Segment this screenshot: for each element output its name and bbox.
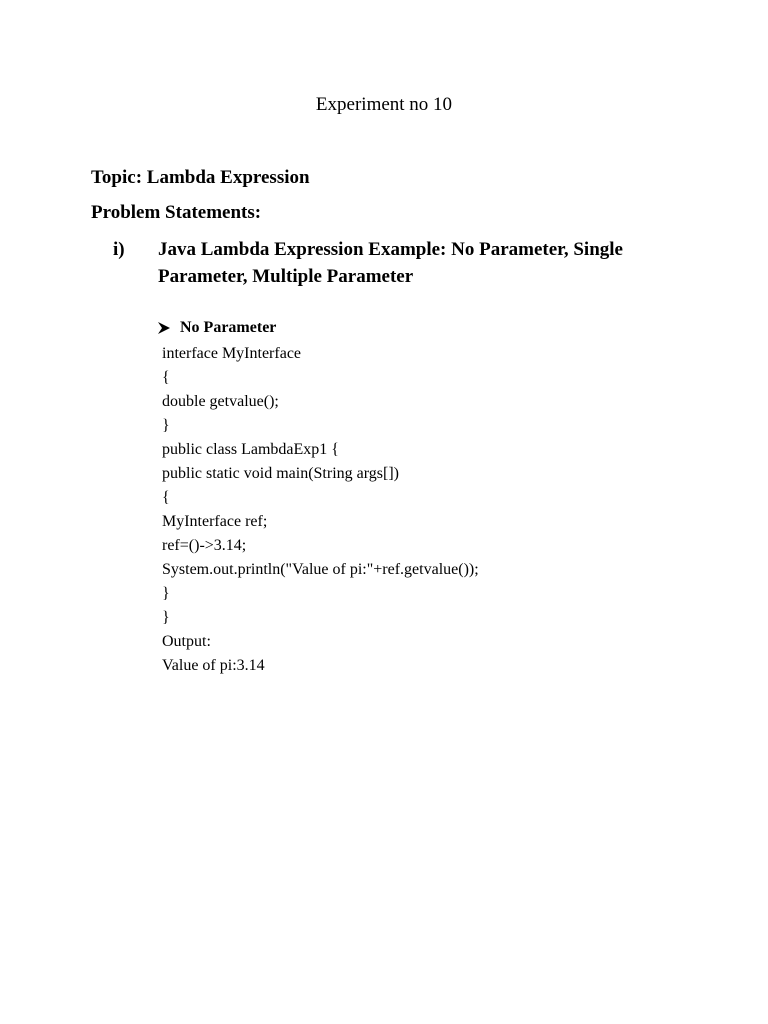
problem-number: i) [113,239,125,260]
arrowhead-bullet-icon [157,321,171,335]
no-parameter-subheading [157,318,276,338]
code-line: } [162,417,170,434]
code-line: double getvalue(); [162,393,279,410]
code-line: } [162,585,170,602]
page-title: Experiment no 10 [315,94,453,115]
problem-statement [158,236,698,290]
output-label: Output: [162,633,211,650]
code-line: } [162,609,170,626]
problem-statements-heading: Problem Statements: [91,202,262,223]
code-block [162,342,479,678]
topic-heading: Topic: Lambda Expression [91,167,310,188]
code-line: public class LambdaExp1 { [162,441,339,458]
problem-statement-line-2: Parameter, Multiple Parameter [158,266,414,287]
code-line: System.out.println("Value of pi:"+ref.getvalue()); [162,561,479,578]
code-line: interface MyInterface [162,345,302,362]
code-line: MyInterface ref; [162,513,268,530]
subheading-label: No Parameter [180,319,277,336]
code-line: { [162,369,170,386]
code-line: public static void main(String args[]) [162,465,399,482]
output-value: Value of pi:3.14 [162,657,265,674]
code-line: { [162,489,170,506]
code-line: ref=()->3.14; [162,537,247,554]
problem-statement-line-1: Java Lambda Expression Example: No Parameter, Single [158,239,623,260]
